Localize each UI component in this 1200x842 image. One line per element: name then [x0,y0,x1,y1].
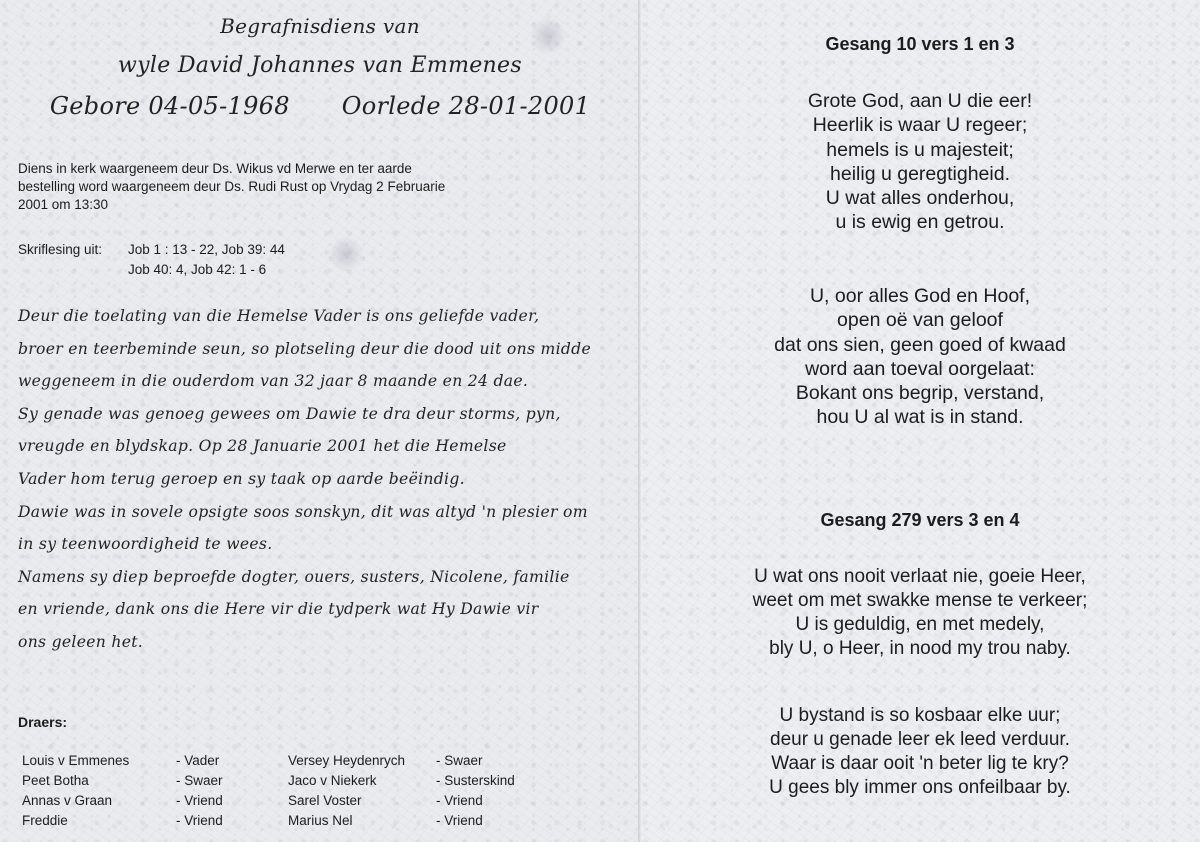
service-info [18,160,578,214]
verse-line: u is ewig en getrou. [835,211,1005,234]
verse-line: U is geduldig, en met medely, [795,614,1045,635]
hymn-verse [640,704,1200,800]
bearer-relation: - Susterskind [436,773,515,788]
verse-line: U wat ons nooit verlaat nie, goeie Heer, [754,566,1086,587]
bearer-name: Louis v Emmenes [22,753,130,768]
service-line: Diens in kerk waargeneem deur Ds. Wikus vd Merwe en ter aarde [18,161,412,176]
tribute-line: in sy teenwoordigheid te wees. [18,535,273,554]
reading-line: Job 40: 4, Job 42: 1 - 6 [128,262,267,277]
deceased-name: wyle David Johannes van Emmenes [118,53,522,78]
verse-line: dat ons sien, geen goed of kwaad [774,333,1066,356]
verse-line: Heerlik is waar U regeer; [812,114,1028,137]
service-line: bestelling word waargeneem deur Ds. Rudi Rust op Vrydag 2 Februarie [18,179,446,194]
birth-date: Gebore 04-05-1968 [49,92,290,120]
hymn-verse [640,284,1200,430]
tribute-line: Namens sy diep beproefde dogter, ouers, susters, Nicolene, familie [18,567,570,586]
verse-line: hemels is u majesteit; [826,138,1014,161]
paper-smudge [328,236,364,272]
bearer-name: Jaco v Niekerk [288,773,377,788]
bearer-name: Versey Heydenrych [288,753,406,768]
verse-line: word aan toeval oorgelaat: [805,357,1035,380]
tribute-line: Dawie was in sovele opsigte soos sonskyn, dit was altyd 'n plesier om [18,502,588,521]
bearer-name: Peet Botha [22,773,89,788]
bearer-relation: - Swaer [436,753,483,768]
death-date: Oorlede 28-01-2001 [341,92,591,120]
hymn-verse [640,565,1200,661]
bearer-relation: - Vriend [176,813,223,828]
verse-line: Waar is daar ooit 'n beter lig te kry? [771,753,1069,774]
reading-label: Skriflesing uit: [18,242,103,257]
hymn-title: Gesang 279 vers 3 en 4 [820,510,1020,530]
bearer-name: Marius Nel [288,813,353,828]
tribute-line: Vader hom terug geroep en sy taak op aarde beëindig. [18,469,465,488]
service-line: 2001 om 13:30 [18,197,109,212]
reading-line: Job 1 : 13 - 22, Job 39: 44 [128,242,285,257]
verse-line: hou U al wat is in stand. [816,406,1024,429]
dates-line [0,92,640,120]
hymn-verse [640,89,1200,235]
bearer-relation: - Vriend [176,793,223,808]
verse-line: U, oor alles God en Hoof, [809,285,1031,307]
verse-line: U wat alles onderhou, [825,187,1015,210]
verse-line: U bystand is so kosbaar elke uur; [779,705,1061,726]
verse-line: Grote God, aan U die eer! [807,90,1033,112]
verse-line: U gees bly immer ons onfeilbaar by. [769,777,1071,798]
tribute-line: broer en teerbeminde seun, so plotseling deur die dood uit ons midde [18,339,591,358]
tribute-line: weggeneem in die ouderdom van 32 jaar 8 maande en 24 dae. [18,372,529,391]
hymn-title: Gesang 10 vers 1 en 3 [825,34,1015,54]
header-title: Begrafnisdiens van [220,14,420,38]
bearer-name: Annas v Graan [22,793,113,808]
verse-line: bly U, o Heer, in nood my trou naby. [769,638,1071,659]
verse-line: weet om met swakke mense te verkeer; [752,590,1088,611]
bearer-relation: - Vriend [436,813,483,828]
verse-line: Bokant ons begrip, verstand, [795,382,1045,405]
tribute-line: ons geleen het. [18,632,144,651]
bearer-relation: - Vader [176,753,220,768]
tribute-text [18,300,618,659]
verse-line: open oë van geloof [837,309,1003,332]
verse-line: deur u genade leer ek leed verduur. [770,729,1070,750]
bearer-name: Freddie [22,813,68,828]
tribute-line: Sy genade was genoeg gewees om Dawie te dra deur storms, pyn, [18,404,561,423]
bearer-name: Sarel Voster [288,793,362,808]
verse-line: heilig u geregtigheid. [830,162,1010,185]
tribute-line: Deur die toelating van die Hemelse Vader is ons geliefde vader, [18,307,540,325]
tribute-line: vreugde en blydskap. Op 28 Januarie 2001 het die Hemelse [18,437,507,456]
bearer-relation: - Swaer [176,773,223,788]
bearer-relation: - Vriend [436,793,483,808]
tribute-line: en vriende, dank ons die Here vir die tydperk wat Hy Dawie vir [18,600,539,619]
pallbearers-heading: Draers: [18,714,68,730]
